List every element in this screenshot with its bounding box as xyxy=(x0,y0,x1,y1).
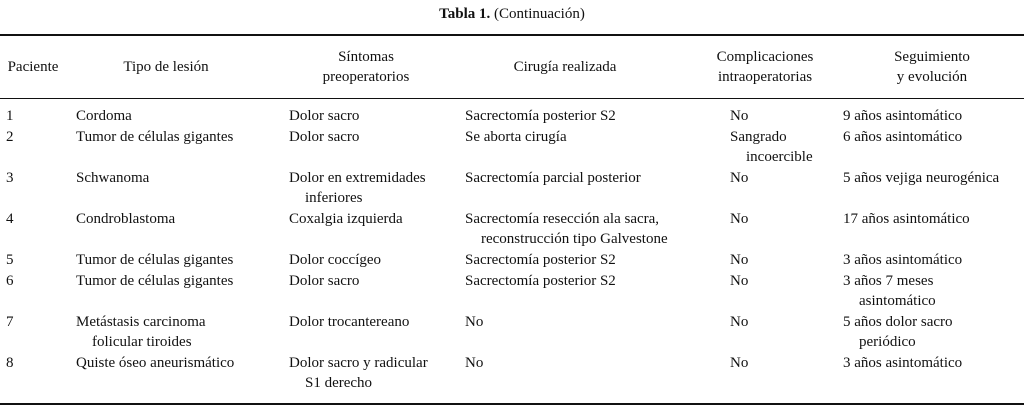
cell-sintomas xyxy=(289,271,359,291)
cell-line: No xyxy=(730,252,749,268)
header-line: Síntomas xyxy=(338,49,394,65)
cell-line: 6 xyxy=(6,273,14,289)
cell-cirugia xyxy=(465,127,567,147)
header-line: Complicaciones xyxy=(716,49,814,65)
cell-paciente xyxy=(6,312,14,332)
cell-line: 3 años 7 meses xyxy=(843,273,934,289)
cell-line: No xyxy=(730,170,749,186)
cell-complicaciones xyxy=(730,168,748,188)
cell-line: 5 xyxy=(6,252,14,268)
cell-line: 5 años dolor sacro xyxy=(843,314,953,330)
cell-seguimiento xyxy=(843,271,936,311)
header-line: Paciente xyxy=(7,59,59,75)
cell-seguimiento xyxy=(843,106,962,126)
cell-seguimiento xyxy=(843,353,962,373)
header-complicaciones xyxy=(690,36,840,98)
header-line: intraoperatorias xyxy=(717,69,813,85)
cell-line: 6 años asintomático xyxy=(843,129,963,145)
cell-paciente xyxy=(6,271,14,291)
cell-line: Dolor sacro xyxy=(289,108,360,124)
cell-line: 3 años asintomático xyxy=(843,355,963,371)
cell-line: No xyxy=(730,355,749,371)
cell-complicaciones xyxy=(730,312,748,332)
cell-line: Coxalgia izquierda xyxy=(289,211,403,227)
cell-sintomas xyxy=(289,106,359,126)
cell-tipo xyxy=(76,353,234,373)
header-tipo-lesion xyxy=(66,36,266,98)
cell-complicaciones xyxy=(730,353,748,373)
cell-paciente xyxy=(6,250,14,270)
cell-seguimiento xyxy=(843,168,999,188)
header-seguimiento xyxy=(840,36,1024,98)
cell-cirugia xyxy=(465,271,616,291)
cell-line: Dolor trocantereano xyxy=(289,314,410,330)
cell-cirugia xyxy=(465,106,616,126)
header-line: y evolución xyxy=(896,69,968,85)
cell-paciente xyxy=(6,127,14,147)
table-caption xyxy=(0,6,1024,23)
cell-tipo xyxy=(76,127,233,147)
cell-paciente xyxy=(6,106,14,126)
header-line: Tipo de lesión xyxy=(123,59,209,75)
cell-complicaciones xyxy=(730,271,748,291)
cell-tipo xyxy=(76,209,175,229)
header-cirugia xyxy=(440,36,690,98)
cell-line: Metástasis carcinoma xyxy=(76,314,206,330)
cell-tipo xyxy=(76,106,132,126)
cell-line: Dolor coccígeo xyxy=(289,252,382,268)
cell-line-continued: inferiores xyxy=(305,190,363,206)
cell-cirugia xyxy=(465,353,483,373)
cell-sintomas xyxy=(289,353,428,393)
cell-line-continued: incoercible xyxy=(746,149,813,165)
cell-line-continued: folicular tiroides xyxy=(92,334,192,350)
cell-line: Sacrectomía posterior S2 xyxy=(465,108,616,124)
cell-line: 7 xyxy=(6,314,14,330)
cell-complicaciones xyxy=(730,106,748,126)
header-line: Seguimiento xyxy=(894,49,970,65)
cell-line: Dolor sacro xyxy=(289,273,360,289)
cell-line-continued: reconstrucción tipo Galvestone xyxy=(481,231,668,247)
cell-line: 17 años asintomático xyxy=(843,211,970,227)
cell-line: Quiste óseo aneurismático xyxy=(76,355,235,371)
cell-line: Sacrectomía posterior S2 xyxy=(465,273,616,289)
cell-line-continued: periódico xyxy=(859,334,916,350)
cell-line: Condroblastoma xyxy=(76,211,176,227)
cell-line: Sacrectomía resección ala sacra, xyxy=(465,211,660,227)
cell-line-continued: asintomático xyxy=(859,293,936,309)
cell-line: No xyxy=(730,108,749,124)
cell-seguimiento xyxy=(843,312,953,352)
cell-sintomas xyxy=(289,168,426,208)
cell-paciente xyxy=(6,209,14,229)
cell-line: Dolor en extremidades xyxy=(289,170,426,186)
cell-line: Cordoma xyxy=(76,108,132,124)
cell-line: Schwanoma xyxy=(76,170,150,186)
header-paciente xyxy=(0,36,66,98)
cell-line: Tumor de células gigantes xyxy=(76,252,234,268)
cell-sintomas xyxy=(289,127,359,147)
cell-line: Se aborta cirugía xyxy=(465,129,567,145)
cell-cirugia xyxy=(465,168,641,188)
cell-line-continued: S1 derecho xyxy=(305,375,373,391)
cell-cirugia xyxy=(465,250,616,270)
cell-tipo xyxy=(76,312,206,352)
cell-line: Tumor de células gigantes xyxy=(76,129,234,145)
cell-line: No xyxy=(730,211,749,227)
header-sintomas xyxy=(266,36,466,98)
cell-line: 5 años vejiga neurogénica xyxy=(843,170,1000,186)
cell-cirugia xyxy=(465,312,483,332)
cell-line: 4 xyxy=(6,211,14,227)
cell-line: 3 xyxy=(6,170,14,186)
cell-tipo xyxy=(76,168,149,188)
cell-line: 2 xyxy=(6,129,14,145)
cell-sintomas xyxy=(289,312,409,332)
header-line: Cirugía realizada xyxy=(513,59,617,75)
cell-line: Sangrado xyxy=(730,129,787,145)
cell-line: 8 xyxy=(6,355,14,371)
cell-line: No xyxy=(465,314,484,330)
cell-line: 9 años asintomático xyxy=(843,108,963,124)
table-title: Tabla 1. xyxy=(439,6,491,22)
cell-line: No xyxy=(465,355,484,371)
cell-line: No xyxy=(730,273,749,289)
cell-tipo xyxy=(76,271,233,291)
cell-seguimiento xyxy=(843,250,962,270)
cell-seguimiento xyxy=(843,209,970,229)
cell-sintomas xyxy=(289,250,381,270)
cell-complicaciones xyxy=(730,127,813,167)
cell-line: Dolor sacro y radicular xyxy=(289,355,428,371)
cell-line: Dolor sacro xyxy=(289,129,360,145)
cell-line: Sacrectomía parcial posterior xyxy=(465,170,641,186)
cell-line: Sacrectomía posterior S2 xyxy=(465,252,616,268)
cell-tipo xyxy=(76,250,233,270)
cell-line: 1 xyxy=(6,108,14,124)
cell-complicaciones xyxy=(730,209,748,229)
cell-sintomas xyxy=(289,209,403,229)
cell-line: No xyxy=(730,314,749,330)
cell-line: 3 años asintomático xyxy=(843,252,963,268)
header-line: preoperatorios xyxy=(322,69,410,85)
cell-paciente xyxy=(6,168,14,188)
cell-seguimiento xyxy=(843,127,962,147)
cell-cirugia xyxy=(465,209,668,249)
table-subtitle: (Continuación) xyxy=(494,6,585,22)
cell-line: Tumor de células gigantes xyxy=(76,273,234,289)
header-rule xyxy=(0,98,1024,99)
cell-paciente xyxy=(6,353,14,373)
bottom-rule xyxy=(0,403,1024,405)
cell-complicaciones xyxy=(730,250,748,270)
